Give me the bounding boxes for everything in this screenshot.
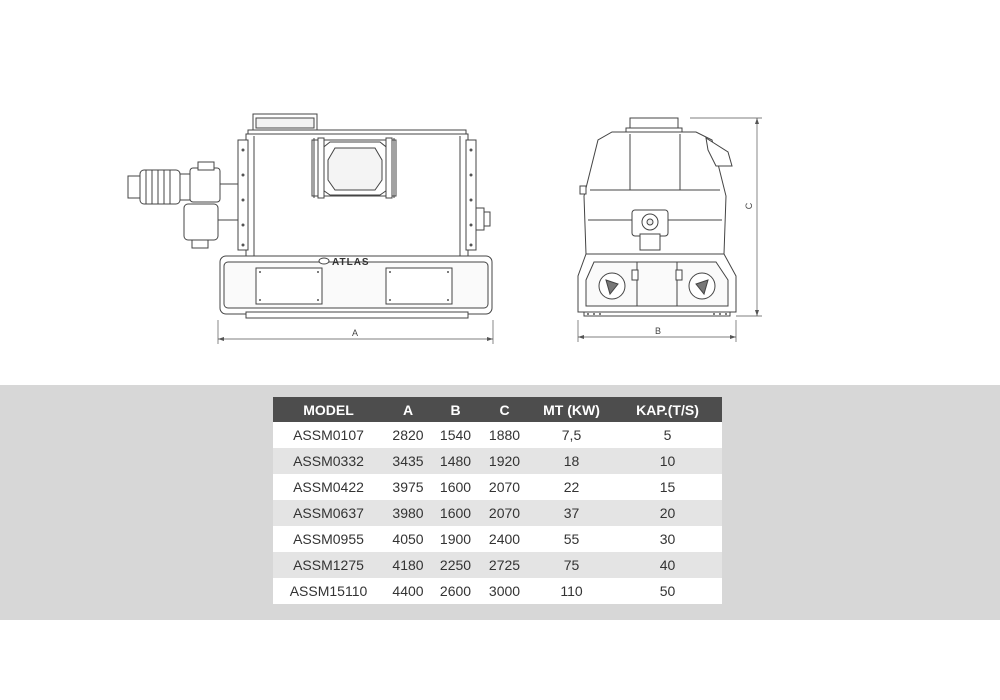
cell-model: ASSM0107 (273, 422, 384, 448)
table-row (273, 500, 722, 526)
dimension-a-label: A (351, 328, 359, 338)
cell-model: ASSM15110 (273, 578, 384, 604)
cell-model: ASSM0332 (273, 448, 384, 474)
cell-a: 4180 (384, 552, 432, 578)
cell-motor-kw: 75 (530, 552, 613, 578)
table-row (273, 578, 722, 604)
cell-b: 1600 (432, 474, 479, 500)
cell-b: 1900 (432, 526, 479, 552)
cell-a: 3975 (384, 474, 432, 500)
cell-c: 2725 (479, 552, 530, 578)
header-motor-kw: MT (KW) (530, 397, 613, 422)
cell-c: 1920 (479, 448, 530, 474)
cell-c: 2400 (479, 526, 530, 552)
cell-motor-kw: 55 (530, 526, 613, 552)
specifications-table (273, 397, 722, 604)
cell-b: 1480 (432, 448, 479, 474)
side-view (578, 118, 736, 316)
header-b: B (432, 397, 479, 422)
cell-motor-kw: 7,5 (530, 422, 613, 448)
table-row (273, 448, 722, 474)
dimension-b-label: B (654, 326, 662, 336)
cell-capacity: 40 (613, 552, 722, 578)
cell-model: ASSM1275 (273, 552, 384, 578)
table-header-row (273, 397, 722, 422)
header-capacity: KAP.(T/S) (613, 397, 722, 422)
cell-a: 2820 (384, 422, 432, 448)
cell-a: 3980 (384, 500, 432, 526)
cell-c: 2070 (479, 474, 530, 500)
table-row (273, 552, 722, 578)
table-row (273, 474, 722, 500)
cell-model: ASSM0955 (273, 526, 384, 552)
brand-logo-text: ATLAS (332, 257, 370, 268)
header-model: MODEL (273, 397, 384, 422)
cell-motor-kw: 110 (530, 578, 613, 604)
table-row (273, 422, 722, 448)
cell-capacity: 30 (613, 526, 722, 552)
cell-motor-kw: 22 (530, 474, 613, 500)
cell-capacity: 20 (613, 500, 722, 526)
cell-c: 2070 (479, 500, 530, 526)
cell-b: 1540 (432, 422, 479, 448)
cell-model: ASSM0637 (273, 500, 384, 526)
front-view (128, 114, 492, 318)
cell-b: 2600 (432, 578, 479, 604)
cell-capacity: 15 (613, 474, 722, 500)
header-a: A (384, 397, 432, 422)
cell-a: 4400 (384, 578, 432, 604)
cell-model: ASSM0422 (273, 474, 384, 500)
header-c: C (479, 397, 530, 422)
cell-b: 1600 (432, 500, 479, 526)
cell-b: 2250 (432, 552, 479, 578)
cell-motor-kw: 37 (530, 500, 613, 526)
cell-a: 4050 (384, 526, 432, 552)
cell-capacity: 5 (613, 422, 722, 448)
table-row (273, 526, 722, 552)
cell-capacity: 50 (613, 578, 722, 604)
cell-c: 3000 (479, 578, 530, 604)
dimension-c-label: C (744, 202, 754, 210)
cell-a: 3435 (384, 448, 432, 474)
cell-c: 1880 (479, 422, 530, 448)
cell-capacity: 10 (613, 448, 722, 474)
cell-motor-kw: 18 (530, 448, 613, 474)
